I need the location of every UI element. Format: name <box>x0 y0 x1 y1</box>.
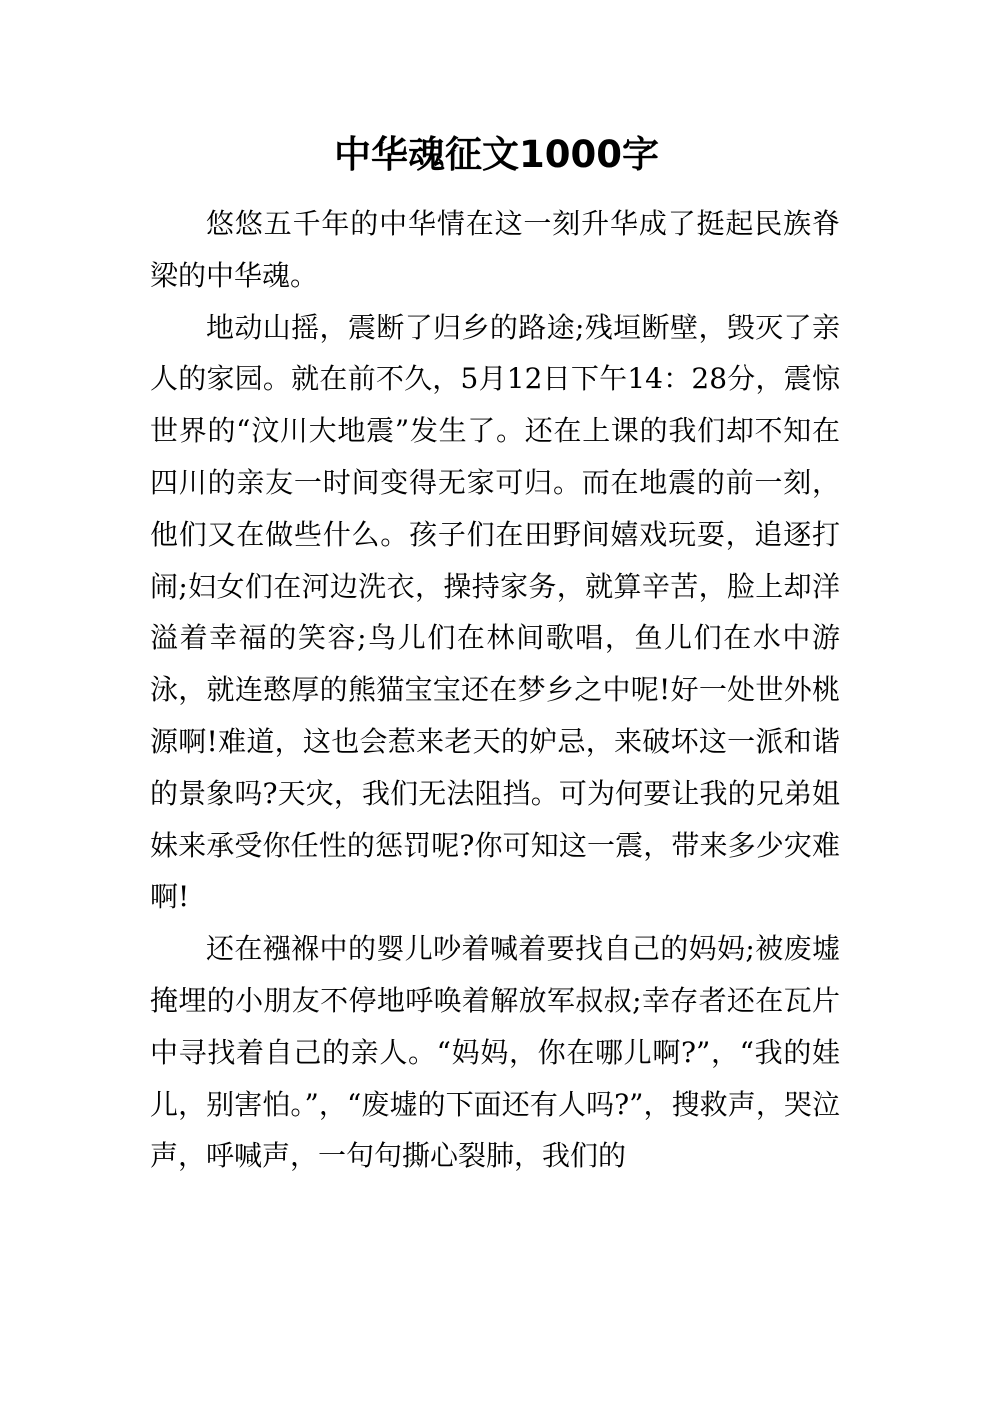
paragraph-2: 地动山摇，震断了归乡的路途;残垣断壁，毁灭了亲人的家园。就在前不久，5月12日下午14：28分，震惊世界的“汶川大地震”发生了。还在上课的我们却不知在四川的亲友一时间变得无家可归。而在地震的前一刻，他们又在做些什么。孩子们在田野间嬉戏玩耍，追逐打闹;妇女们在河边洗衣，操持家务，就算辛苦，脸上却洋溢着幸福的笑容;鸟儿们在林间歌唱，鱼儿们在水中游泳，就连憨厚的熊猫宝宝还在梦乡之中呢!好一处世外桃源啊!难道，这也会惹来老天的妒忌，来破坏这一派和谐的景象吗?天灾，我们无法阻挡。可为何要让我的兄弟姐妹来承受你任性的惩罚呢?你可知这一震，带来多少灾难啊! <box>150 310 840 914</box>
document-body <box>150 198 840 1182</box>
paragraph-1: 悠悠五千年的中华情在这一刻升华成了挺起民族脊梁的中华魂。 <box>150 207 840 292</box>
document-title: 中华魂征文1000字 <box>334 133 659 176</box>
paragraph-3: 还在襁褓中的婴儿吵着喊着要找自己的妈妈;被废墟掩埋的小朋友不停地呼唤着解放军叔叔;幸存者还在瓦片中寻找着自己的亲人。“妈妈，你在哪儿啊?”，“我的娃儿，别害怕。”，“废墟的下面还有人吗?”，搜救声，哭泣声，呼喊声，一句句撕心裂肺，我们的 <box>150 932 840 1173</box>
